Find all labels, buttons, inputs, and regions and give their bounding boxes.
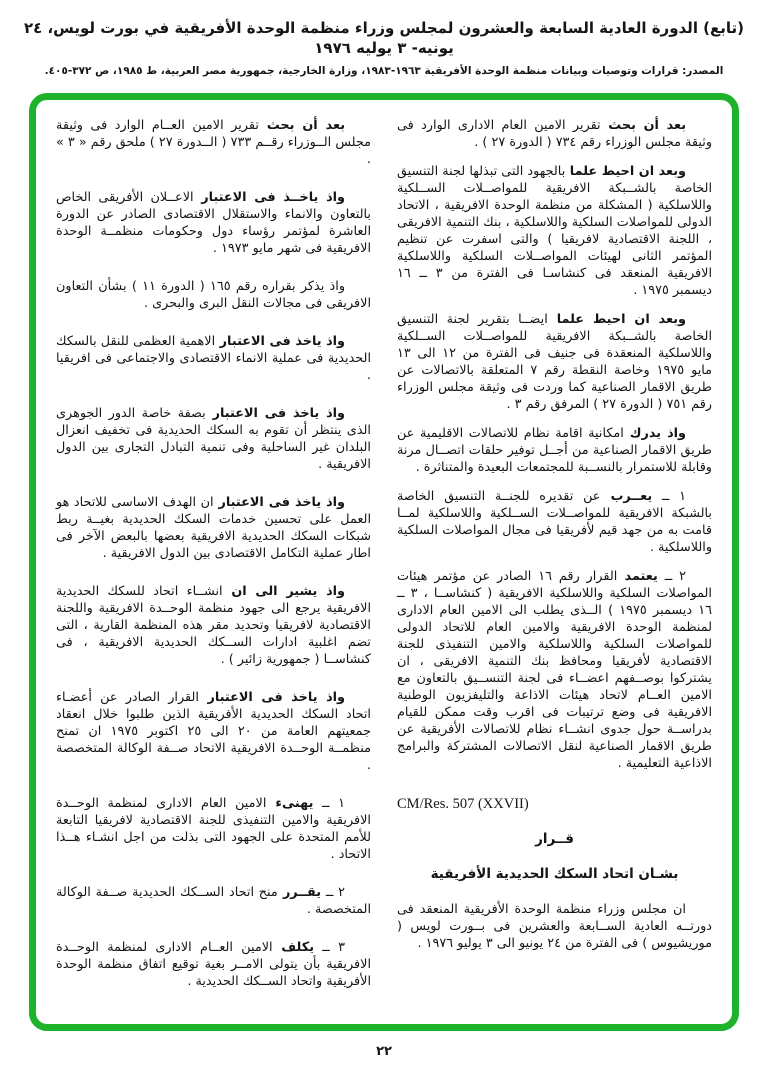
header-session-line: (تابع) الدورة العادية السابعة والعشرون لمجلس وزراء منظمة الوحدة الأفريقية في بورت لويس، ٢٤ يونيه- ٣ يوليه ١٩٧٦	[23, 19, 745, 57]
text-run: القرار رقم ١٦ الصادر عن مؤتمر هيئات المواصلات السلكية واللاسلكية الافريقية ( كنشاســا ، ٣ ــ ١٦ ديسمبر ١٩٧٥ ) الــذى يطلب الى الامين العام الادارى لمنظمة الوحدة الافريقية والامين العام للاتحاد الدولى للمواصلات السلكية واللاسلكية والامين التنفيذى للجنة الاقتصادية لأفريقيا ومحافظ بنك التنمية الافريقى ، ان يشتركوا بوصــفهم اعضــاء فى لجنة التنســيق بالتعاون مع الامين العــام لاتحاد هيئات الاذاعة والتليفزيون الوطنية الافريقية فى وضع ترتيبات فى اقرب وقت ممكن للقيام بدراســة حول جدوى انشــاء نظام للاتصالات الأفريقية عن طريق الاقمار الصناعية لنقل الاتصالات المشتركة والبرامج الاذاعية التعليمية .	[397, 569, 712, 771]
column-right	[397, 117, 712, 1014]
paragraph	[397, 488, 712, 556]
text-run: وبعد ان احيط علما	[547, 312, 687, 327]
column-left	[56, 117, 371, 1014]
text-run: ٢ ــ	[657, 569, 686, 584]
paragraph	[56, 583, 371, 668]
decision-heading	[397, 831, 712, 848]
text-run: واذ يدرك	[623, 426, 686, 441]
text-run: تقرير الامين العام الادارى الوارد فى وثيقة مجلس الوزراء رقم ٧٣٤ ( الدورة ٢٧ ) .	[397, 118, 712, 150]
text-run: واذ ياخذ فى الاعتبار	[205, 406, 345, 421]
text-run: امكانية اقامة نظام للاتصالات الاقليمية عن طريق الاقمار الصناعية من أجــل توفير حلقات اتصــال مرنة وقابلة للاستمرار بالنســبة للمجتمعات البعيدة والمتناثرة .	[397, 426, 712, 475]
document-frame	[29, 93, 739, 1031]
paragraph	[56, 405, 371, 473]
decision-subject	[397, 866, 712, 883]
text-run: يقــرر	[277, 885, 322, 900]
paragraph	[56, 494, 371, 562]
paragraph	[56, 795, 371, 863]
paragraph	[56, 884, 371, 918]
paragraph	[56, 117, 371, 168]
text-run: وبعد ان احيط علما	[565, 164, 686, 179]
text-run: بالجهود التى تبذلها لجنة التنسيق الخاصة بالشــبكة الافريقية للمواصــلات الســلكية واللاسلكية ( المشكلة من منظمة الوحدة الافريقية ، الاتحاد الدولى للمواصلات السلكية واللاسلكية ، بنك التنمية الافريقى ، اللجنة الاقتصادية لافريقيا ) والتى اسفرت عن تنظيم المؤتمر الثانى لهيئات المواصــلات السلكية واللاسلكية الافريقية المنعقد فى كنشاسـا فى الفترة من ٣ ــ ١٦ ديسمبر ١٩٧٥ .	[397, 164, 712, 298]
text-run: ٣ ــ	[314, 940, 345, 955]
paragraph	[56, 689, 371, 774]
paragraph	[397, 311, 712, 413]
text-run: يكلف	[272, 940, 314, 955]
text-run: تقرير الامين العــام الوارد فى وثيقة مجلس الــوزراء رقــم ٧٣٣ ( الــدورة ٢٧ ) ملحق رقم « ٣ » .	[56, 118, 371, 167]
text-run: بصفة خاصة الدور الجوهرى الذى ينتظر أن تقوم به السكك الحديدية فى تخفيف انعزال البلدان غير الساحلية وفى تنمية التبادل التجارى بين الدول الافريقية .	[56, 406, 371, 472]
text-run: واذ ياخذ فى الاعتبار	[215, 334, 346, 349]
paragraph	[56, 189, 371, 257]
text-run: ١ ــ	[313, 796, 345, 811]
header-source-line: المصدر: قرارات وتوصيات وبيانات منظمة الوحدة الأفريقية ١٩٦٣-١٩٨٣، وزارة الخارجية، جمهورية مصر العربية، ط ١٩٨٥، ص ٣٧٢-٤٠٥.	[44, 65, 724, 77]
text-run: يعتمد	[617, 569, 658, 584]
text-run: الاهمية العظمى للنقل بالسكك الحديدية فى عملية الانماء الاقتصادى والاجتماعى فى افريقيا .	[56, 334, 371, 383]
paragraph	[397, 568, 712, 772]
text-run: يعــرب	[600, 489, 653, 504]
text-columns	[56, 117, 712, 1014]
text-run: بشـان اتحاد السكك الحديدية الأفريقية	[430, 866, 679, 882]
text-run: قــرار	[535, 831, 574, 847]
resolution-number	[397, 796, 712, 813]
text-run: عن تقديره للجنــة التنسيق الخاصة بالشبكة الافريقية للمواصــلات الســلكية واللاسلكية لمــا قامت به من جهد قيم لأفريقيا فى مجال المواصلات السلكية واللاسلكية .	[397, 489, 712, 555]
text-run: بعد أن بحث	[258, 118, 345, 133]
paragraph	[397, 163, 712, 299]
text-run: ٢ ــ	[321, 885, 345, 900]
text-run: ان الهدف الاساسى للاتحاد هو العمل على تحسين خدمات السكك الحديدية بغيــة ربط شبكات السكك الحديدية الافريقية بعضها بالبعض الآخر فى اطار عملية التكامل الاقتصادى بين الدول الافريقية .	[56, 495, 371, 561]
text-run: القرار الصادر عن أعضـاء اتحاد السكك الحديدية الأفريقية الذين طلبوا خلال انعقاد جمعيتهم العامة من ٢٠ الى ٢٥ اكتوبر ١٩٧٥ ان تمنح منظمــة الوحــدة الافريقية الاتحاد صــفة الوكالة المتخصصة .	[56, 690, 371, 773]
document-header	[0, 18, 768, 78]
text-run: منح اتحاد الســكك الحديدية صــفة الوكالة المتخصصة .	[56, 885, 371, 917]
paragraph	[397, 901, 712, 952]
paragraph	[56, 333, 371, 384]
text-run: الامين العام الادارى لمنظمة الوحــدة الافريقية والامين التنفيذى للجنة الاقتصادية لافريقيا التابعة للأمم المتحدة على الجهود التى بذلت من اجل انشـاء هــذا الاتحاد .	[56, 796, 371, 862]
text-run: واذ ياخــذ فى الاعتبار	[193, 190, 345, 205]
text-run: ايضــا بتقرير لجنة التنسيق الخاصة بالشــبكة الافريقية للمواصــلات الســلكية واللاسلكية المنعقدة فى جنيف فى الفترة من ١٢ الى ١٣ مايو ١٩٧٥ وخاصة النقطة رقم ٧ المتعلقة بالاتصالات عن طريق الاقمار الصناعية كما وردت فى وثيقة مجلس الوزراء رقم ٧٥١ ( الدورة ٢٧ ) المرفق رقم ٣ .	[397, 312, 713, 412]
text-run: واذ ياخذ فى الاعتبار	[213, 495, 345, 510]
text-run: الاعــلان الأفريقى الخاص بالتعاون والانماء والاستقلال الاقتصادى الصادر عن الدورة العاشرة لمؤتمر رؤساء دول وحكومات منظمــة الوحدة الافريقية فى شهر مايو ١٩٧٣ .	[56, 190, 371, 256]
text-run: ان مجلس وزراء منظمة الوحدة الأفريقية المنعقد فى دورتــه العادية الســابعة والعشرين فى بــورت لويس ( موريشيوس ) فى الفترة من ٢٤ يونيو الى ٣ يوليو ١٩٧٦ .	[397, 902, 712, 951]
text-run: واذ ياخذ فى الاعتبار	[198, 690, 345, 705]
text-run: الامين العــام الادارى لمنظمة الوحــدة الافريقية بأن يتولى الامــر بغية توقيع اتفاق منظمة الوحدة الأفريقية واتحاد الســكك الحديدية .	[56, 940, 371, 989]
text-run: يهنىء	[266, 796, 314, 811]
text-run: واذ يشير الى ان	[222, 584, 346, 599]
paragraph	[56, 278, 371, 312]
text-run: CM/Res. 507 (XXVII)	[397, 796, 529, 812]
page-number: ٢٢	[376, 1044, 392, 1059]
paragraph	[397, 117, 712, 151]
paragraph	[397, 425, 712, 476]
paragraph	[56, 939, 371, 990]
text-run: بعد أن بحث	[600, 118, 686, 133]
text-run: ١ ــ	[652, 489, 686, 504]
text-run: انشــاء اتحاد للسكك الحديدية الافريقية يرجع الى جهود منظمة الوحــدة الافريقية واللجنة الاقتصادية لافريقيا وتحديد مقر هذه المنظمة القارية ، التى تضم اغلبية ادارات الســكك الحديدية الافريقية ، فى كنشاســا ( جمهورية زائير ) .	[56, 584, 371, 667]
text-run: واذ يذكر بقراره رقم ١٦٥ ( الدورة ١١ ) بشأن التعاون الافريقى فى مجالات النقل البرى والبحرى .	[56, 279, 371, 311]
